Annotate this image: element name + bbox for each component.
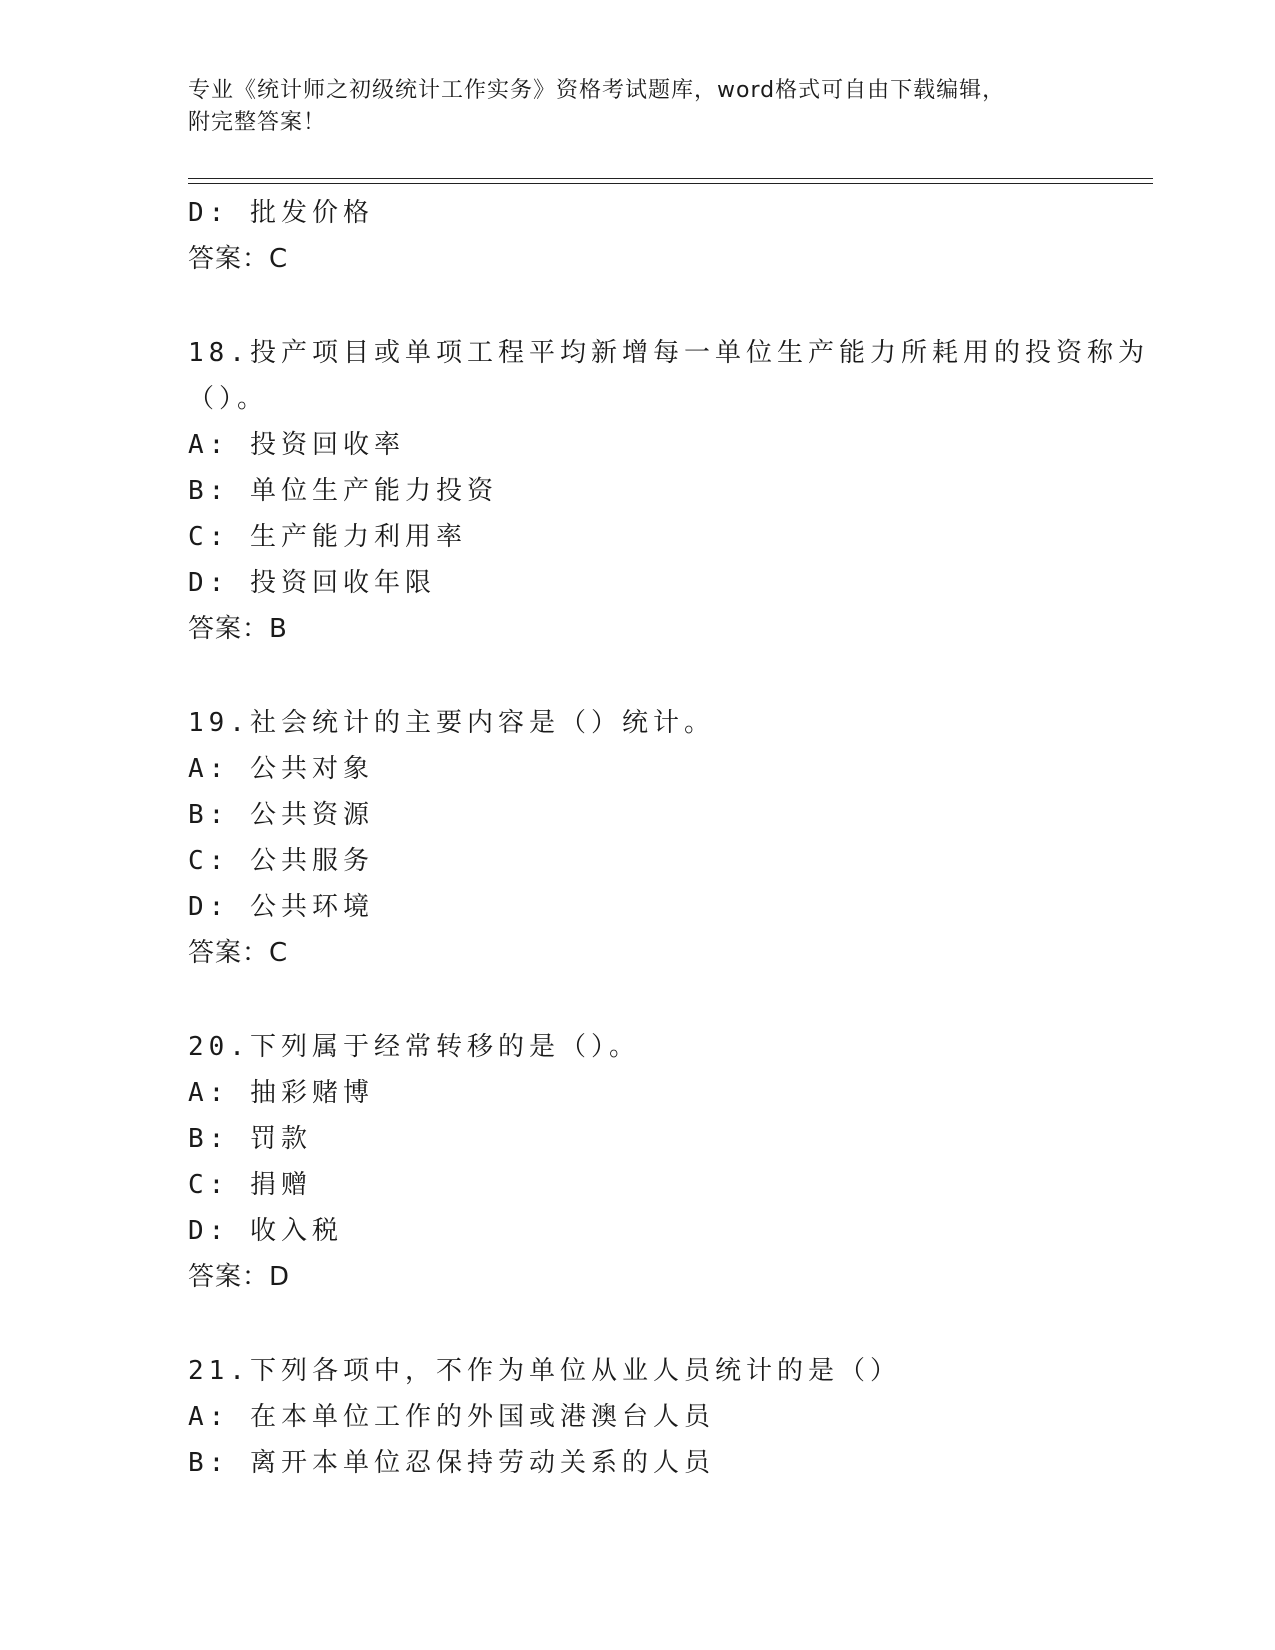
prev-option-d: D: 批发价格	[188, 198, 374, 228]
document-header	[188, 75, 1088, 139]
option-b: B: 罚款	[188, 1124, 312, 1154]
header-divider-top	[188, 178, 1153, 179]
option-a: A: 投资回收率	[188, 430, 405, 460]
option-a: A: 在本单位工作的外国或港澳台人员	[188, 1402, 715, 1432]
header-line-1: 专业《统计师之初级统计工作实务》资格考试题库，word格式可自由下载编辑，	[188, 78, 1006, 103]
answer: 答案：D	[188, 1262, 291, 1292]
question-18	[188, 330, 1149, 652]
header-divider-bottom	[188, 183, 1153, 184]
option-d: D: 投资回收年限	[188, 568, 436, 598]
option-a: A: 公共对象	[188, 754, 374, 784]
question-stem: 19.社会统计的主要内容是（）统计。	[188, 708, 715, 738]
option-a: A: 抽彩赌博	[188, 1078, 374, 1108]
option-c: C: 生产能力利用率	[188, 522, 467, 552]
question-stem: 18.投产项目或单项工程平均新增每一单位生产能力所耗用的投资称为	[188, 338, 1149, 368]
spacer	[188, 976, 1088, 1024]
answer: 答案：B	[188, 614, 288, 644]
option-c: C: 捐赠	[188, 1170, 312, 1200]
option-b: B: 公共资源	[188, 800, 374, 830]
question-list	[188, 190, 1149, 1486]
spacer	[188, 282, 1088, 330]
question-19	[188, 700, 1088, 976]
question-stem: 21.下列各项中，不作为单位从业人员统计的是（）	[188, 1356, 901, 1386]
option-b: B: 离开本单位忍保持劳动关系的人员	[188, 1448, 715, 1478]
question-stem-continuation: （）。	[188, 384, 269, 414]
spacer	[188, 1300, 1088, 1348]
question-stem: 20.下列属于经常转移的是（）。	[188, 1032, 640, 1062]
option-d: D: 收入税	[188, 1216, 343, 1246]
question-20	[188, 1024, 1088, 1300]
option-b: B: 单位生产能力投资	[188, 476, 498, 506]
option-c: C: 公共服务	[188, 846, 374, 876]
header-line-2: 附完整答案！	[188, 110, 327, 135]
answer: 答案：C	[188, 938, 289, 968]
option-d: D: 公共环境	[188, 892, 374, 922]
question-21	[188, 1348, 1088, 1486]
prev-answer: 答案：C	[188, 244, 289, 274]
spacer	[188, 652, 1088, 700]
